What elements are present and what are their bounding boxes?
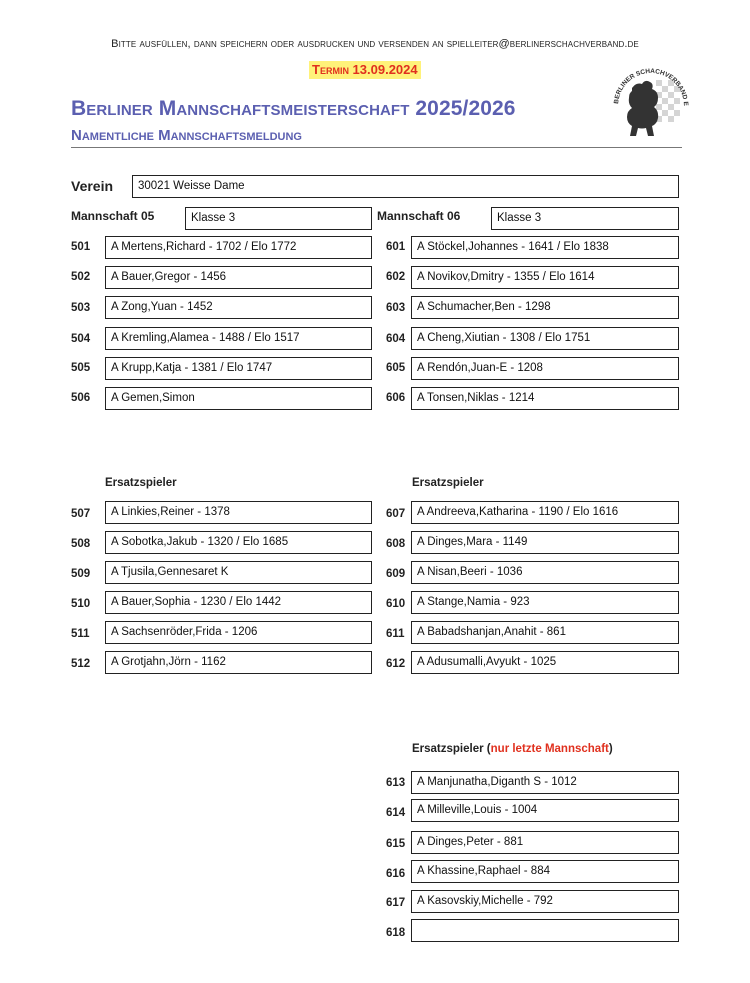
board-number: 614 bbox=[386, 807, 406, 819]
board-number: 503 bbox=[71, 302, 91, 314]
club-field[interactable]: 30021 Weisse Dame bbox=[132, 175, 679, 198]
board-number: 616 bbox=[386, 868, 406, 880]
reserve-field[interactable] bbox=[411, 919, 679, 942]
board-number: 509 bbox=[71, 568, 91, 580]
berlin-bear-logo-icon bbox=[610, 58, 692, 148]
reserves-right-heading: Ersatzspieler bbox=[412, 477, 484, 489]
team-right-class-field[interactable]: Klasse 3 bbox=[491, 207, 679, 230]
board-number: 508 bbox=[71, 538, 91, 550]
reserve-field[interactable]: A Sobotka,Jakub - 1320 / Elo 1685 bbox=[105, 531, 372, 554]
player-field[interactable]: A Krupp,Katja - 1381 / Elo 1747 bbox=[105, 357, 372, 380]
note-close: ) bbox=[608, 743, 613, 755]
team-right-label: Mannschaft 06 bbox=[377, 209, 461, 223]
board-number: 505 bbox=[71, 362, 91, 374]
team-left-label: Mannschaft 05 bbox=[71, 209, 155, 223]
player-field[interactable]: A Bauer,Gregor - 1456 bbox=[105, 266, 372, 289]
reserve-field[interactable]: A Tjusila,Gennesaret K bbox=[105, 561, 372, 584]
board-number: 506 bbox=[71, 392, 91, 404]
player-field[interactable]: A Rendón,Juan-E - 1208 bbox=[411, 357, 679, 380]
reserve-field[interactable]: A Linkies,Reiner - 1378 bbox=[105, 501, 372, 524]
player-field[interactable]: A Schumacher,Ben - 1298 bbox=[411, 296, 679, 319]
board-number: 507 bbox=[71, 508, 91, 520]
board-number: 604 bbox=[386, 333, 406, 345]
instruction-line bbox=[0, 38, 750, 50]
reserve-field[interactable]: A Grotjahn,Jörn - 1162 bbox=[105, 651, 372, 674]
reserve-field[interactable]: A Dinges,Mara - 1149 bbox=[411, 531, 679, 554]
board-number: 612 bbox=[386, 658, 406, 670]
svg-text:BERLINER SCHACHVERBAND E.V.: BERLINER SCHACHVERBAND E bbox=[613, 67, 690, 107]
reserve-field[interactable]: A Adusumalli,Avyukt - 1025 bbox=[411, 651, 679, 674]
board-number: 502 bbox=[71, 271, 91, 283]
deadline-text: Termin 13.09.2024 bbox=[312, 62, 418, 77]
player-field[interactable]: A Novikov,Dmitry - 1355 / Elo 1614 bbox=[411, 266, 679, 289]
board-number: 607 bbox=[386, 508, 406, 520]
reserve-field[interactable]: A Dinges,Peter - 881 bbox=[411, 831, 679, 854]
instruction-text: Bitte ausfüllen, dann speichern oder ausdrucken und versenden an bbox=[111, 38, 447, 50]
player-field[interactable]: A Gemen,Simon bbox=[105, 387, 372, 410]
club-label: Verein bbox=[71, 178, 114, 194]
reserve-field[interactable]: A Milleville,Louis - 1004 bbox=[411, 799, 679, 822]
player-field[interactable]: A Cheng,Xiutian - 1308 / Elo 1751 bbox=[411, 327, 679, 350]
reserve-field[interactable]: A Nisan,Beeri - 1036 bbox=[411, 561, 679, 584]
reserve-field[interactable]: A Manjunatha,Diganth S - 1012 bbox=[411, 771, 679, 794]
board-number: 609 bbox=[386, 568, 406, 580]
board-number: 504 bbox=[71, 333, 91, 345]
player-field[interactable]: A Kremling,Alamea - 1488 / Elo 1517 bbox=[105, 327, 372, 350]
reserve-field[interactable]: A Stange,Namia - 923 bbox=[411, 591, 679, 614]
board-number: 511 bbox=[71, 628, 90, 640]
reserve-field[interactable]: A Sachsenröder,Frida - 1206 bbox=[105, 621, 372, 644]
board-number: 617 bbox=[386, 897, 406, 909]
player-field[interactable]: A Mertens,Richard - 1702 / Elo 1772 bbox=[105, 236, 372, 259]
player-field[interactable]: A Tonsen,Niklas - 1214 bbox=[411, 387, 679, 410]
board-number: 601 bbox=[386, 241, 406, 253]
note-open: ( bbox=[483, 743, 491, 755]
player-field[interactable]: A Stöckel,Johannes - 1641 / Elo 1838 bbox=[411, 236, 679, 259]
board-number: 613 bbox=[386, 777, 406, 789]
team-left-class-field[interactable]: Klasse 3 bbox=[185, 207, 372, 230]
last-reserves-label: Ersatzspieler bbox=[412, 743, 484, 755]
board-number: 605 bbox=[386, 362, 406, 374]
board-number: 606 bbox=[386, 392, 406, 404]
board-number: 610 bbox=[386, 598, 406, 610]
reserves-left-heading: Ersatzspieler bbox=[105, 477, 177, 489]
header-divider bbox=[71, 147, 682, 148]
board-number: 510 bbox=[71, 598, 91, 610]
deadline-badge bbox=[309, 61, 421, 79]
page-subtitle: Namentliche Mannschaftsmeldung bbox=[71, 127, 302, 144]
page-title: Berliner Mannschaftsmeisterschaft 2025/2026 bbox=[71, 97, 516, 120]
reserve-field[interactable]: A Bauer,Sophia - 1230 / Elo 1442 bbox=[105, 591, 372, 614]
reserve-field[interactable]: A Khassine,Raphael - 884 bbox=[411, 860, 679, 883]
board-number: 603 bbox=[386, 302, 406, 314]
email-link[interactable]: spielleiter@berlinerschachverband.de bbox=[446, 38, 639, 50]
board-number: 615 bbox=[386, 838, 406, 850]
reserve-field[interactable]: A Babadshanjan,Anahit - 861 bbox=[411, 621, 679, 644]
board-number: 618 bbox=[386, 927, 406, 939]
reserve-field[interactable]: A Kasovskiy,Michelle - 792 bbox=[411, 890, 679, 913]
reserve-field[interactable]: A Andreeva,Katharina - 1190 / Elo 1616 bbox=[411, 501, 679, 524]
board-number: 608 bbox=[386, 538, 406, 550]
board-number: 602 bbox=[386, 271, 406, 283]
board-number: 501 bbox=[71, 241, 91, 253]
board-number: 611 bbox=[386, 628, 405, 640]
last-reserves-heading bbox=[412, 743, 613, 755]
last-reserves-note: nur letzte Mannschaft bbox=[490, 743, 609, 755]
player-field[interactable]: A Zong,Yuan - 1452 bbox=[105, 296, 372, 319]
board-number: 512 bbox=[71, 658, 91, 670]
